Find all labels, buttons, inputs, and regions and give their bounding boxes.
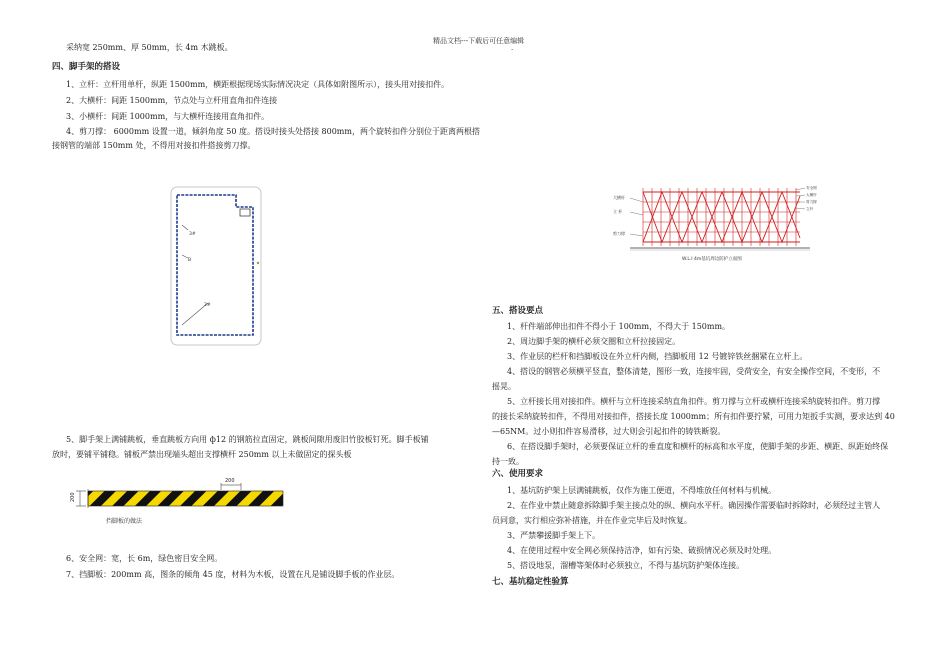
item-1: 1、立杆：立杆用单杆，纵距 1500mm，横距根据现场实际情况决定（具体如附图所示），接头用对接扣件。 (66, 80, 450, 89)
item-6: 6、安全网：宽，长 6m，绿色密目安全网。 (66, 554, 223, 563)
plan-label-2: B (188, 258, 192, 263)
s5-item-6-cont: 持一致。 (492, 457, 524, 466)
s5-item-5: 5、立杆接长用对接扣件。横杆与立杆连接采纳直角扣件。剪刀撑与立杆或横杆连接采纳旋转扣件。剪刀撑 (507, 397, 881, 406)
s6-item-1: 1、基坑防护架上层满铺跳板，仅作为施工便道，不得堆放任何材料与机械。 (507, 486, 777, 495)
s6-item-2: 2、在作业中禁止随意拆除脚手架主接点处的纵、横向水平杆。确因操作需要临时拆除时，必须经过主管人 (507, 501, 881, 510)
s6-item-3: 3、严禁攀援脚手架上下。 (507, 531, 601, 540)
s6-item-2-cont: 员同意，实行相应弥补措施，并在作业完毕后及时恢复。 (492, 516, 692, 525)
plan-label-1: 3# (189, 232, 196, 237)
page-header: 精品文档---下载后可任意编辑 (433, 37, 525, 45)
elev-right-label-2: 大横杆 (806, 193, 817, 197)
elev-right-label-3: 剪刀撑 (806, 200, 817, 204)
elev-caption: W.L.I 4m基坑周边防护立面图 (682, 257, 742, 262)
section-7-title: 七、基坑稳定性验算 (492, 577, 569, 587)
s5-item-1: 1、杆件端部伸出扣件不得小于 100mm，不得大于 150mm。 (507, 322, 731, 331)
item-4-cont: 接钢管的端部 150mm 处，不得用对接扣件搭接剪刀撑。 (52, 141, 256, 150)
s5-item-5-cont2: —65NM。过小则扣件容易滑移，过大则会引起扣件的铸铁断裂。 (492, 427, 726, 436)
elev-right-label-4: 立杆 (806, 207, 814, 211)
section-6-title: 六、使用要求 (492, 469, 544, 479)
elevation-drawing (600, 180, 840, 270)
item-5: 5、脚手架上满铺跳板，垂直跳板方向用 ф12 的钢筋拉直固定，跳板间隙用废旧竹胶板钉死。脚手板铺 (66, 435, 429, 444)
section-5-title: 五、搭设要点 (492, 306, 544, 316)
item-4: 4、剪刀撑： 6000mm 设置一道，倾斜角度 50 度。搭设时接头处搭接 800mm，两个旋转扣件分别位于距离两根搭 (66, 127, 480, 136)
item-3: 3、小横杆：间距 1000mm，与大横杆连接用直角扣件。 (66, 112, 270, 121)
toe-dim-top: 200 (225, 478, 235, 484)
s5-item-2: 2、周边脚手架的横杆必须交圈和立杆拉接固定。 (507, 337, 681, 346)
elev-left-label-3: 剪刀撑 (613, 231, 625, 236)
plan-label-3: 2# (204, 303, 211, 308)
s5-item-6: 6、在搭设脚手架时，必须要保证立杆的垂直度和横杆的标高和水平度，使脚手架的步距、横距、纵距始终保 (507, 442, 889, 451)
s6-item-4: 4、在使用过程中安全网必须保持洁净，如有污染、破损情况必须及时处理。 (507, 546, 777, 555)
elev-left-label-2: 立 杆 (613, 209, 623, 214)
elev-left-label-1: 大横杆 (613, 195, 625, 200)
header-dot: . (511, 44, 514, 52)
s6-item-5: 5、搭设地泵，溜槽等架体时必须独立，不得与基坑防护架体连接。 (507, 561, 745, 570)
site-plan-drawing (168, 185, 268, 350)
section-4-title: 四、脚手架的搭设 (52, 62, 121, 72)
toe-dim-left: 200 (70, 492, 76, 502)
toe-board-drawing (66, 473, 291, 528)
item-5-cont: 放时，要铺平铺稳。铺板严禁出现端头超出支撑横杆 250mm 以上未做固定的探头板 (52, 450, 352, 459)
s5-item-3: 3、作业层的栏杆和挡脚板设在外立杆内侧，挡脚板用 12 号镀锌铁丝捆紧在立杆上。 (507, 352, 808, 361)
elev-right-label-1: 安全网 (806, 186, 817, 190)
s5-item-5-cont: 的接长采纳旋转扣件，不得用对接扣件，搭接长度 1000mm；所有扣件要拧紧，可用力矩扳手实测，要求达到 40 (492, 412, 895, 421)
toe-caption: 挡脚板的做法 (106, 518, 143, 525)
item-2: 2、大横杆：间距 1500mm，节点处与立杆用直角扣件连接 (66, 96, 278, 105)
item-7: 7、挡脚板：200mm 高，图条的倾角 45 度，材料为木板，设置在凡是铺设脚手板的作业层。 (66, 570, 400, 579)
intro-line: 采纳宽 250mm、厚 50mm，长 4m 木跳板。 (66, 43, 233, 52)
s5-item-4: 4、搭设的钢管必须横平竖直，整体清楚，图形一致，连接牢固，受荷安全，有安全操作空间，不变形，不 (507, 367, 881, 376)
s5-item-4-cont: 摇晃。 (492, 382, 516, 391)
